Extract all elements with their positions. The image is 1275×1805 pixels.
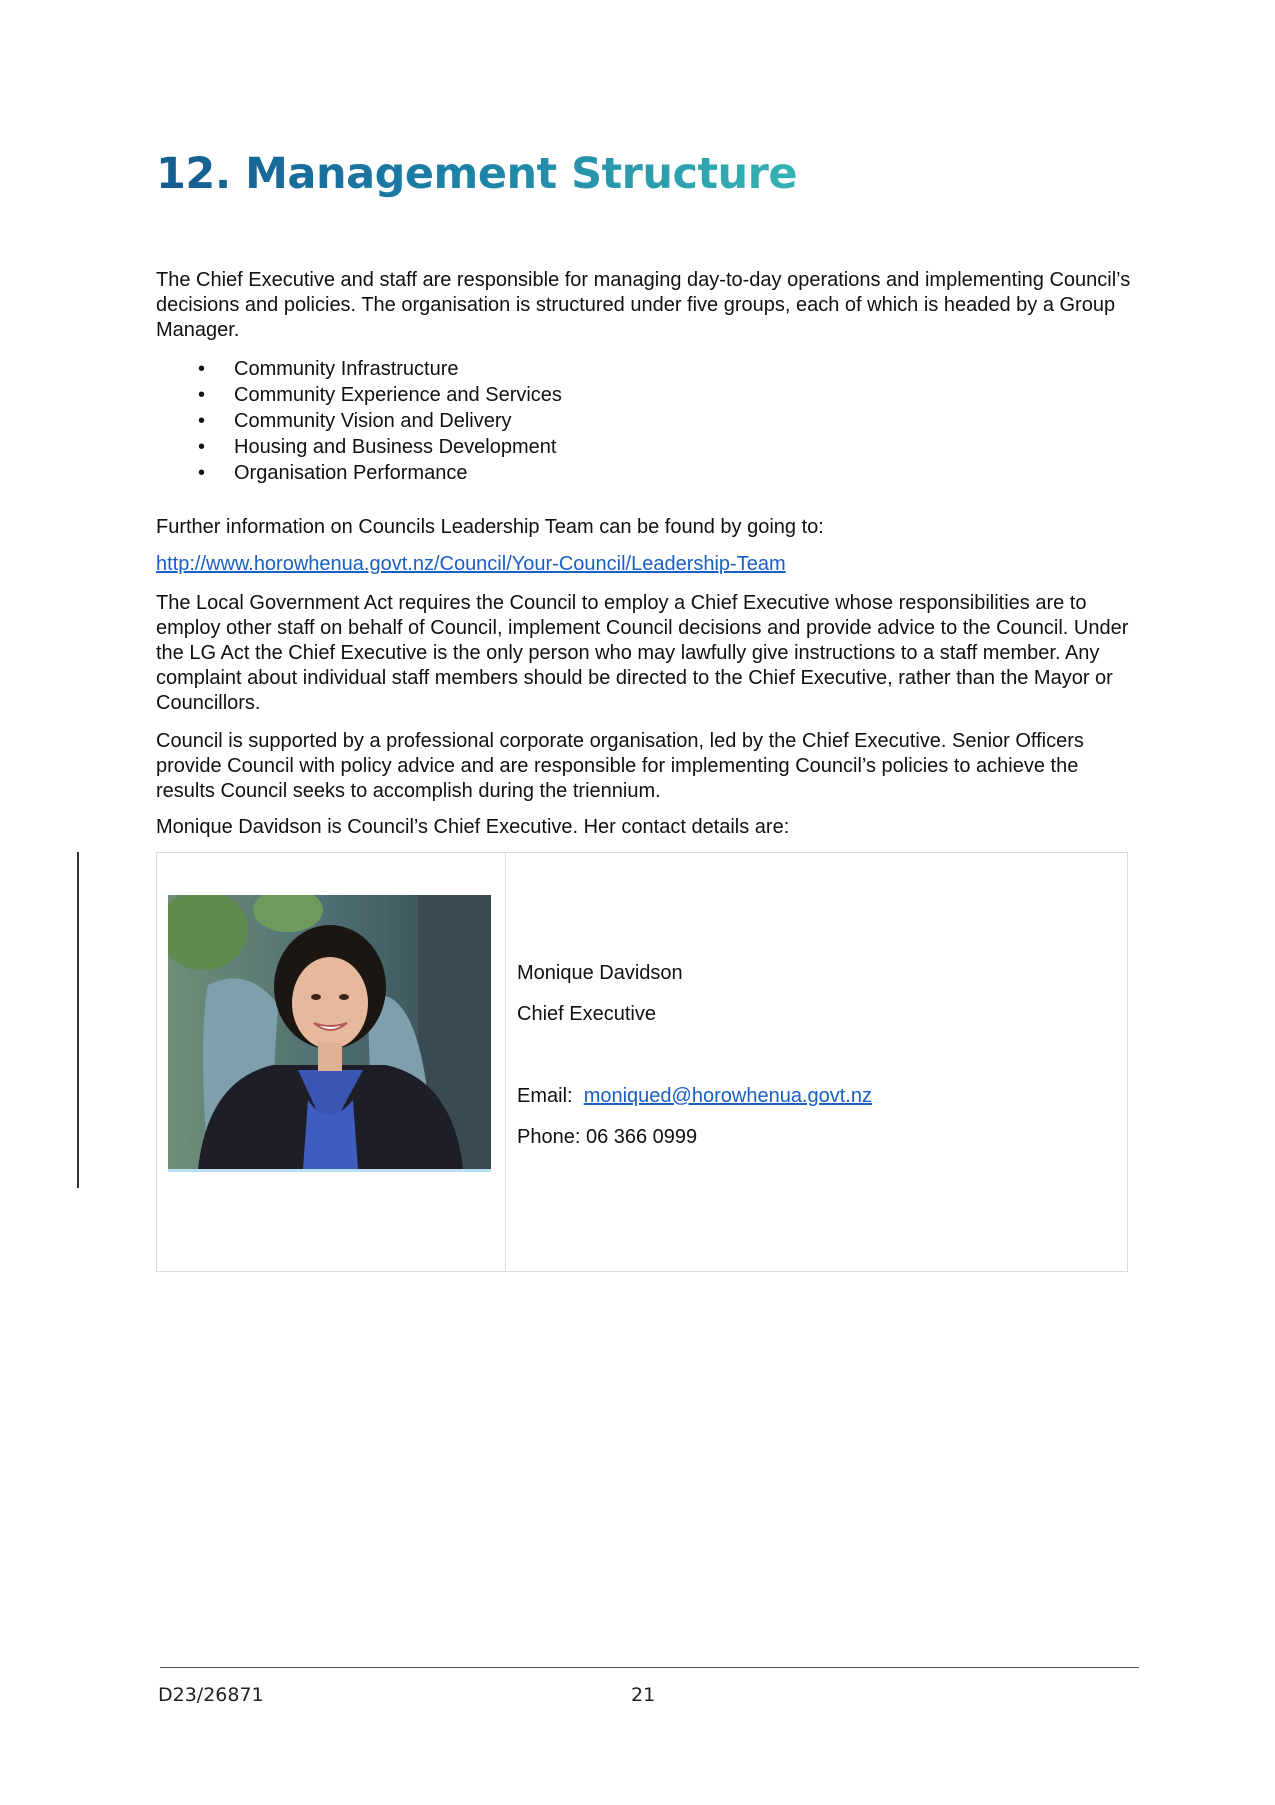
leadership-team-link[interactable]: http://www.horowhenua.govt.nz/Council/Your-Council/Leadership-Team (156, 553, 786, 575)
bullet-icon: • (198, 358, 206, 380)
list-item: • Organisation Performance (198, 462, 468, 484)
contact-name: Monique Davidson (517, 962, 683, 984)
bullet-icon: • (198, 436, 206, 458)
card-divider (505, 853, 506, 1271)
contact-card (156, 852, 1128, 1272)
support-paragraph: Council is supported by a professional corporate organisation, led by the Chief Executive. Senior Officers provide Council with policy advice and are responsible for implementing Council’s policies to achieve the results Council seeks to accomplish during the triennium. (156, 730, 1084, 802)
footer-divider (160, 1667, 1139, 1668)
email-link[interactable]: moniqued@horowhenua.govt.nz (583, 1085, 872, 1107)
lga-paragraph: The Local Government Act requires the Council to employ a Chief Executive whose responsibilities are to employ other staff on behalf of Council, implement Council decisions and provide advice to the Council. Under the LG Act the Chief Executive is the only person who may lawfully give instructions to a staff member. Any complaint about individual staff members should be directed to the Chief Executive, rather than the Mayor or Councillors. (156, 592, 1129, 714)
bullet-icon: • (198, 462, 206, 484)
revision-bar (77, 852, 79, 1188)
intro-paragraph: The Chief Executive and staff are responsible for managing day-to-day operations and implementing Council’s decisions and policies. The organisation is structured under five groups, each of which is headed by a Group Manager. (156, 269, 1131, 341)
page-title: 12. Management Structure (156, 149, 797, 199)
chief-executive-photo (168, 895, 491, 1172)
email-label: Email: (517, 1085, 573, 1107)
contact-intro: Monique Davidson is Council’s Chief Executive. Her contact details are: (156, 816, 790, 838)
page-number: 21 (631, 1684, 656, 1706)
contact-title: Chief Executive (517, 1003, 656, 1025)
group-list (156, 356, 562, 486)
further-info-text: Further information on Councils Leadership Team can be found by going to: (156, 516, 824, 538)
list-item: • Community Experience and Services (198, 384, 562, 406)
list-item: • Community Vision and Delivery (198, 410, 512, 432)
bullet-icon: • (198, 410, 206, 432)
bullet-icon: • (198, 384, 206, 406)
document-reference: D23/26871 (158, 1684, 264, 1706)
list-item: • Housing and Business Development (198, 436, 557, 458)
list-item: • Community Infrastructure (198, 358, 459, 380)
contact-phone: Phone: 06 366 0999 (517, 1126, 698, 1148)
